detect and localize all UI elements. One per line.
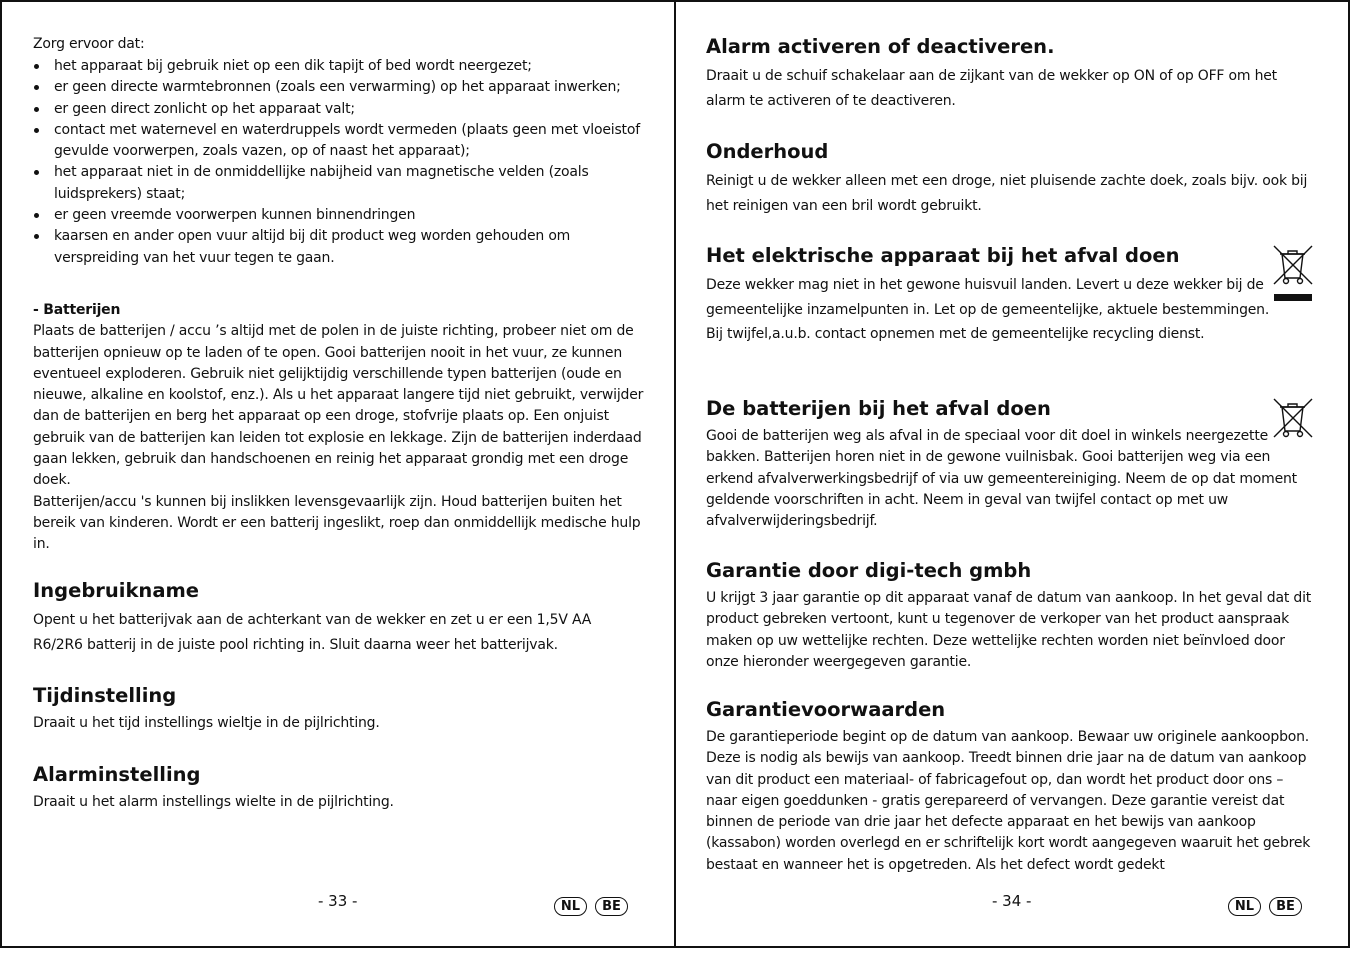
section-text: De garantieperiode begint op de datum van aankoop. Bewaar uw originele aankoopbon. Deze is nodig als bewijs van aankoop. Treedt binnen drie jaar na de datum van aankoop van dit product een materiaal- of fabricagefout op, dan wordt het product door ons – naar eigen goeddunken - gratis gerepareerd of vervangen. Deze garantie vereist dat binnen de periode van drie jaar het defecte apparaat en het bewijs van aankoop (kassabon) worden overlegd en er schriftelijk kort wordt aangegeven waaruit het gebrek bestaat en wanneer het is opgetreden. Als het defect wordt gedekt	[706, 729, 1311, 873]
list-item: contact met waternevel en waterdruppels wordt vermeden (plaats geen met vloeistof gevulde voorwerpen, zoals vazen, op of naast het apparaat);	[33, 120, 645, 163]
section-ingebruikname	[33, 579, 645, 657]
section-text: U krijgt 3 jaar garantie op dit apparaat vanaf de datum van aankoop. In het geval dat dit product gebreken vertoont, kunt u tegenover de verkoper van het product aanspraak maken op uw wettelijke rechten. Deze wettelijke rechten worden niet beïnvloed door onze hieronder weergegeven garantie.	[706, 590, 1312, 670]
list-item: kaarsen en ander open vuur altijd bij dit product weg worden gehouden om verspreiding van het vuur tegen te gaan.	[33, 226, 645, 269]
section-title: Alarminstelling	[33, 763, 201, 786]
section-text: Deze wekker mag niet in het gewone huisvuil landen. Levert u deze wekker bij de gemeentelijke inzamelpunten in. Let op de gemeentelijke, aktuele bestemmingen. Bij twijfel,a.u.b. contact opnemen met de gemeentelijke recycling dienst.	[706, 277, 1270, 342]
section-title: Tijdinstelling	[33, 684, 177, 707]
section-title: Het elektrische apparaat bij het afval doen	[706, 244, 1180, 267]
battery-crossed-bin-icon	[1272, 397, 1316, 441]
right-page	[674, 0, 1350, 948]
section-title: De batterijen bij het afval doen	[706, 397, 1051, 420]
language-badge-be: BE	[1269, 897, 1302, 916]
language-badge-nl: NL	[554, 897, 587, 916]
section-alarminstelling	[33, 763, 645, 813]
list-item: het apparaat bij gebruik niet op een dik tapijt of bed wordt neergezet;	[33, 56, 645, 77]
section-title: Onderhoud	[706, 140, 829, 163]
section-title: Ingebruikname	[33, 579, 200, 602]
batteries-heading: - Batterijen	[33, 302, 121, 318]
section-garantievoorwaarden	[706, 698, 1318, 876]
section-onderhoud	[706, 140, 1318, 218]
section-title: Garantievoorwaarden	[706, 698, 946, 721]
intro-text: Zorg ervoor dat:	[33, 36, 145, 52]
section-title: Garantie door digi-tech gmbh	[706, 559, 1032, 582]
section-text: Opent u het batterijvak aan de achterkant van de wekker en zet u er een 1,5V AA R6/2R6 batterij in de juiste pool richting in. Sluit daarna weer het batterijvak.	[33, 612, 592, 653]
batteries-text: Plaats de batterijen / accu ’s altijd met de polen in de juiste richting, probeer niet om de batterijen opnieuw op te laden of te open. Gooi batterijen nooit in het vuur, ze kunnen eventueel exploderen. Gebruik niet gelijktijdig verschillende typen batterijen (oude en nieuwe, alkaline en koolstof, enz.). Als u het apparaat langere tijd niet gebruikt, verwijder dan de batterijen en berg het apparaat op een droge, stofvrije plaats op. Een onjuist gebruik van de batterijen kan leiden tot explosie en lekkage. Zijn de batterijen inderdaad gaan lekken, gebruik dan handschoenen en reinig het apparaat grondig met een droge doek.	[33, 323, 644, 489]
safety-bullet-list	[33, 56, 645, 269]
section-title: Alarm activeren of deactiveren.	[706, 35, 1055, 58]
language-badges	[1228, 897, 1302, 916]
list-item: er geen direct zonlicht op het apparaat valt;	[33, 99, 645, 120]
section-text: Draait u het alarm instellings wielte in de pijlrichting.	[33, 794, 394, 810]
section-text: Gooi de batterijen weg als afval in de speciaal voor dit doel in winkels neergezette bakken. Batterijen horen niet in de gewone vuilnisbak. Gooi batterijen weg via een erkend afvalverwerkingsbedrijf of via uw gemeentereiniging. Neem de op dat moment geldende voorschriften in acht. Neem in geval van twijfel contact op met uw afvalverwijderingsbedrijf.	[706, 428, 1297, 530]
weee-crossed-bin-icon	[1272, 244, 1316, 304]
page-number: - 33 -	[318, 892, 358, 910]
section-garantie	[706, 559, 1318, 673]
section-text: Draait u het tijd instellings wieltje in de pijlrichting.	[33, 715, 380, 731]
section-elektrisch-afval	[706, 244, 1318, 347]
section-batterijen-afval	[706, 397, 1318, 532]
batteries-section	[33, 300, 645, 556]
list-item: er geen vreemde voorwerpen kunnen binnendringen	[33, 205, 645, 226]
language-badge-be: BE	[595, 897, 628, 916]
batteries-warning-text: Batterijen/accu 's kunnen bij inslikken levensgevaarlijk zijn. Houd batterijen buiten het bereik van kinderen. Wordt er een batterij ingeslikt, roep dan onmiddellijk medische hulp in.	[33, 493, 641, 553]
page-number: - 34 -	[992, 892, 1032, 910]
section-tijdinstelling	[33, 684, 645, 734]
section-text: Draait u de schuif schakelaar aan de zijkant van de wekker op ON of op OFF om het alarm te activeren of te deactiveren.	[706, 68, 1277, 109]
list-item: er geen directe warmtebronnen (zoals een verwarming) op het apparaat inwerken;	[33, 77, 645, 98]
list-item: het apparaat niet in de onmiddellijke nabijheid van magnetische velden (zoals luidsprekers) staat;	[33, 162, 645, 205]
section-alarm-activeren	[706, 35, 1318, 113]
section-text: Reinigt u de wekker alleen met een droge, niet pluisende zachte doek, zoals bijv. ook bij het reinigen van een bril wordt gebruikt.	[706, 173, 1308, 214]
language-badges	[554, 897, 628, 916]
language-badge-nl: NL	[1228, 897, 1261, 916]
left-page	[0, 0, 676, 948]
